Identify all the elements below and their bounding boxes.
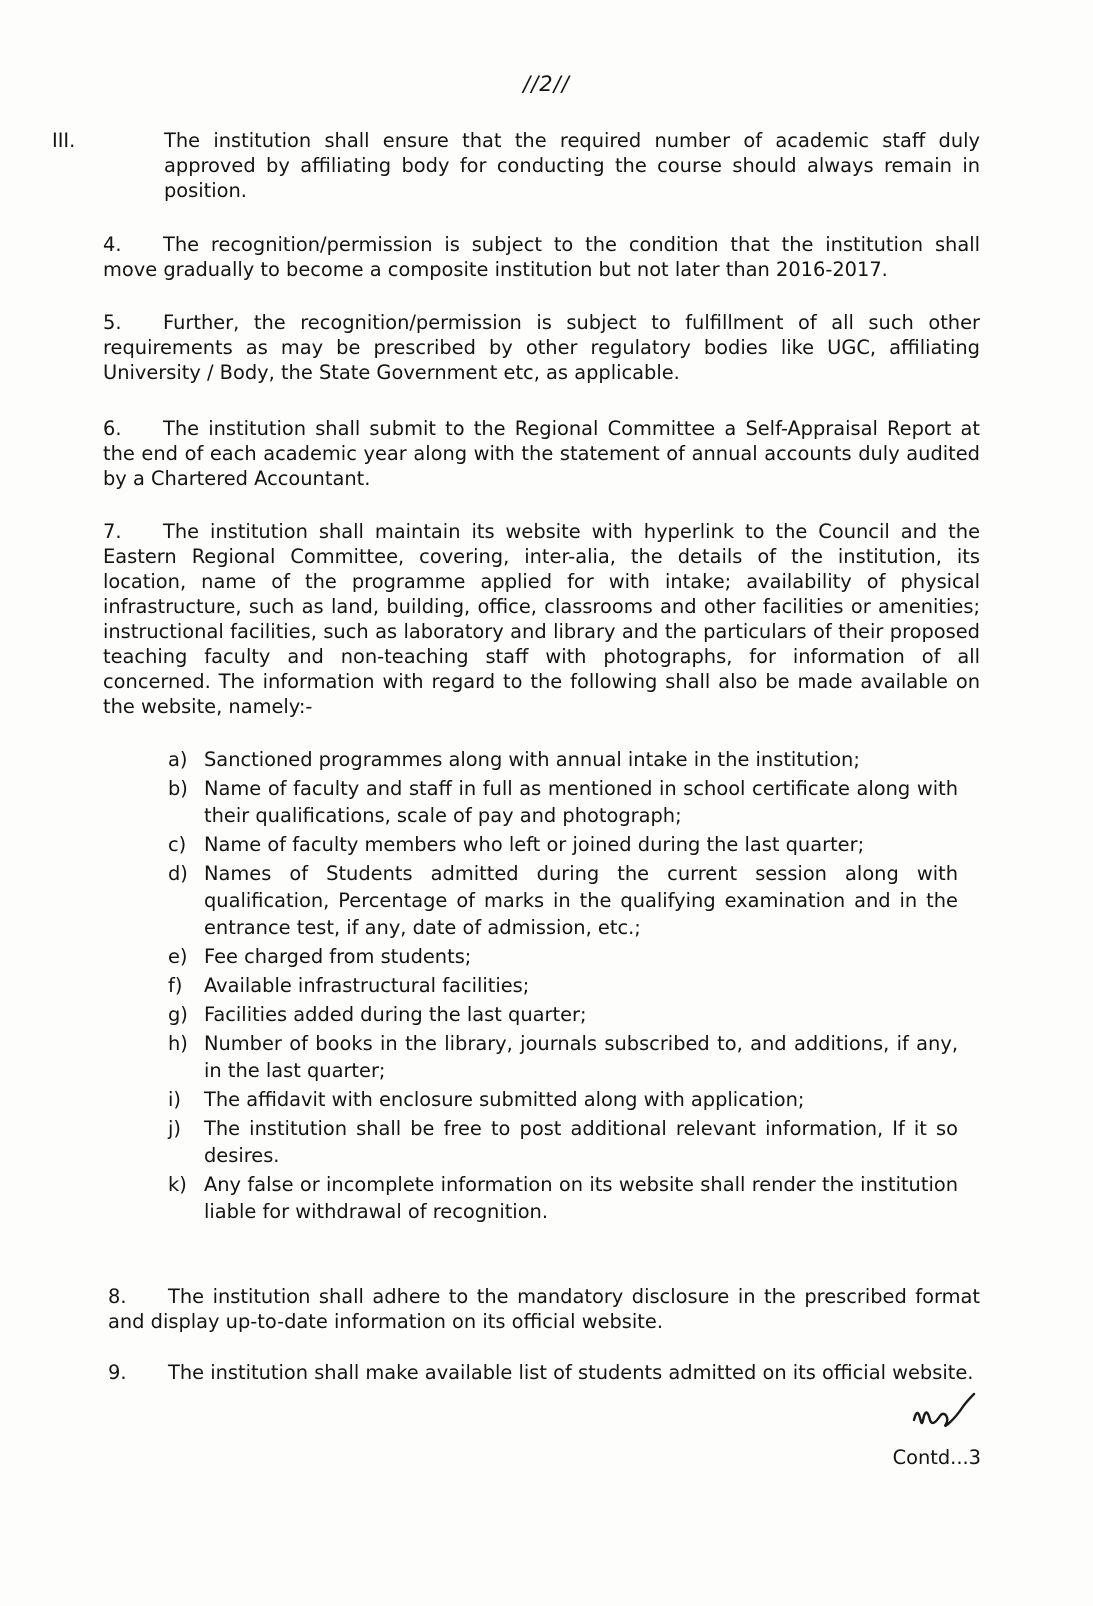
paragraph-number: III. — [52, 129, 76, 152]
list-item-text: The affidavit with enclosure submitted along with application; — [204, 1088, 805, 1111]
list-item-text: Name of faculty and staff in full as mentioned in school certificate along with their qualifications, scale of pay and photograph; — [204, 777, 958, 827]
list-item-text: Number of books in the library, journals subscribed to, and additions, if any, in the last quarter; — [204, 1032, 958, 1082]
paragraph-number: 4. — [103, 233, 122, 256]
paragraph-5 — [103, 310, 980, 385]
paragraph-6 — [103, 416, 980, 491]
list-item-text: Any false or incomplete information on its website shall render the institution liable for withdrawal of recognition. — [204, 1173, 958, 1223]
paragraph-4 — [103, 232, 980, 282]
paragraph-number: 5. — [103, 311, 122, 334]
page-number-marker: //2// — [523, 72, 570, 96]
list-letter: b) — [168, 777, 188, 800]
paragraph-7 — [103, 519, 980, 719]
disclosure-list — [168, 746, 958, 1227]
list-item — [168, 1115, 958, 1169]
paragraph-text: The institution shall ensure that the required number of academic staff duly approved by affiliating body for conducting the course should always remain in position. — [164, 129, 980, 202]
paragraph-number: 8. — [108, 1285, 127, 1308]
list-item — [168, 746, 958, 773]
list-item — [168, 1030, 958, 1084]
list-letter: j) — [168, 1117, 181, 1140]
paragraph-number: 9. — [108, 1361, 127, 1384]
list-letter: c) — [168, 833, 187, 856]
list-letter: f) — [168, 974, 183, 997]
paragraph-number: 6. — [103, 417, 122, 440]
list-item — [168, 860, 958, 941]
list-item — [168, 831, 958, 858]
list-letter: e) — [168, 945, 188, 968]
list-item-text: Names of Students admitted during the current session along with qualification, Percentage of marks in the qualifying examination and in the entrance test, if any, date of admission, etc.; — [204, 862, 958, 939]
list-letter: h) — [168, 1032, 188, 1055]
list-item-text: The institution shall be free to post additional relevant information, If it so desires. — [204, 1117, 958, 1167]
list-item — [168, 1086, 958, 1113]
list-item — [168, 1001, 958, 1028]
paragraph-iii — [52, 128, 980, 203]
list-item — [168, 1171, 958, 1225]
paragraph-text: The recognition/permission is subject to the condition that the institution shall move gradually to become a composite institution but not later than 2016-2017. — [103, 233, 980, 281]
paragraph-9 — [108, 1360, 980, 1385]
list-item — [168, 943, 958, 970]
continued-marker: Contd...3 — [892, 1446, 981, 1469]
signature-initials — [908, 1390, 978, 1440]
paragraph-text: The institution shall adhere to the mandatory disclosure in the prescribed format and display up-to-date information on its official website. — [108, 1285, 980, 1333]
paragraph-text: The institution shall make available list of students admitted on its official website. — [168, 1361, 974, 1384]
list-item-text: Facilities added during the last quarter; — [204, 1003, 587, 1026]
list-letter: g) — [168, 1003, 188, 1026]
list-item — [168, 775, 958, 829]
list-letter: k) — [168, 1173, 187, 1196]
list-letter: a) — [168, 748, 188, 771]
list-item — [168, 972, 958, 999]
list-letter: d) — [168, 862, 188, 885]
list-item-text: Fee charged from students; — [204, 945, 472, 968]
list-item-text: Sanctioned programmes along with annual intake in the institution; — [204, 748, 860, 771]
paragraph-text: Further, the recognition/permission is subject to fulfillment of all such other requirements as may be prescribed by other regulatory bodies like UGC, affiliating University / Body, the State Government etc, as applicable. — [103, 311, 980, 384]
paragraph-8 — [108, 1284, 980, 1334]
list-item-text: Available infrastructural facilities; — [204, 974, 530, 997]
paragraph-text: The institution shall submit to the Regional Committee a Self-Appraisal Report at the end of each academic year along with the statement of annual accounts duly audited by a Chartered Accountant. — [103, 417, 980, 490]
paragraph-number: 7. — [103, 520, 122, 543]
paragraph-text: The institution shall maintain its website with hyperlink to the Council and the Eastern Regional Committee, covering, inter-alia, the details of the institution, its location, name of the programme applied for with intake; availability of physical infrastructure, such as land, building, office, classrooms and other facilities or amenities; instructional facilities, such as laboratory and library and the particulars of their proposed teaching faculty and non-teaching staff with photographs, for information of all concerned. The information with regard to the following shall also be made available on the website, namely:- — [103, 520, 980, 718]
list-item-text: Name of faculty members who left or joined during the last quarter; — [204, 833, 865, 856]
list-letter: i) — [168, 1088, 181, 1111]
